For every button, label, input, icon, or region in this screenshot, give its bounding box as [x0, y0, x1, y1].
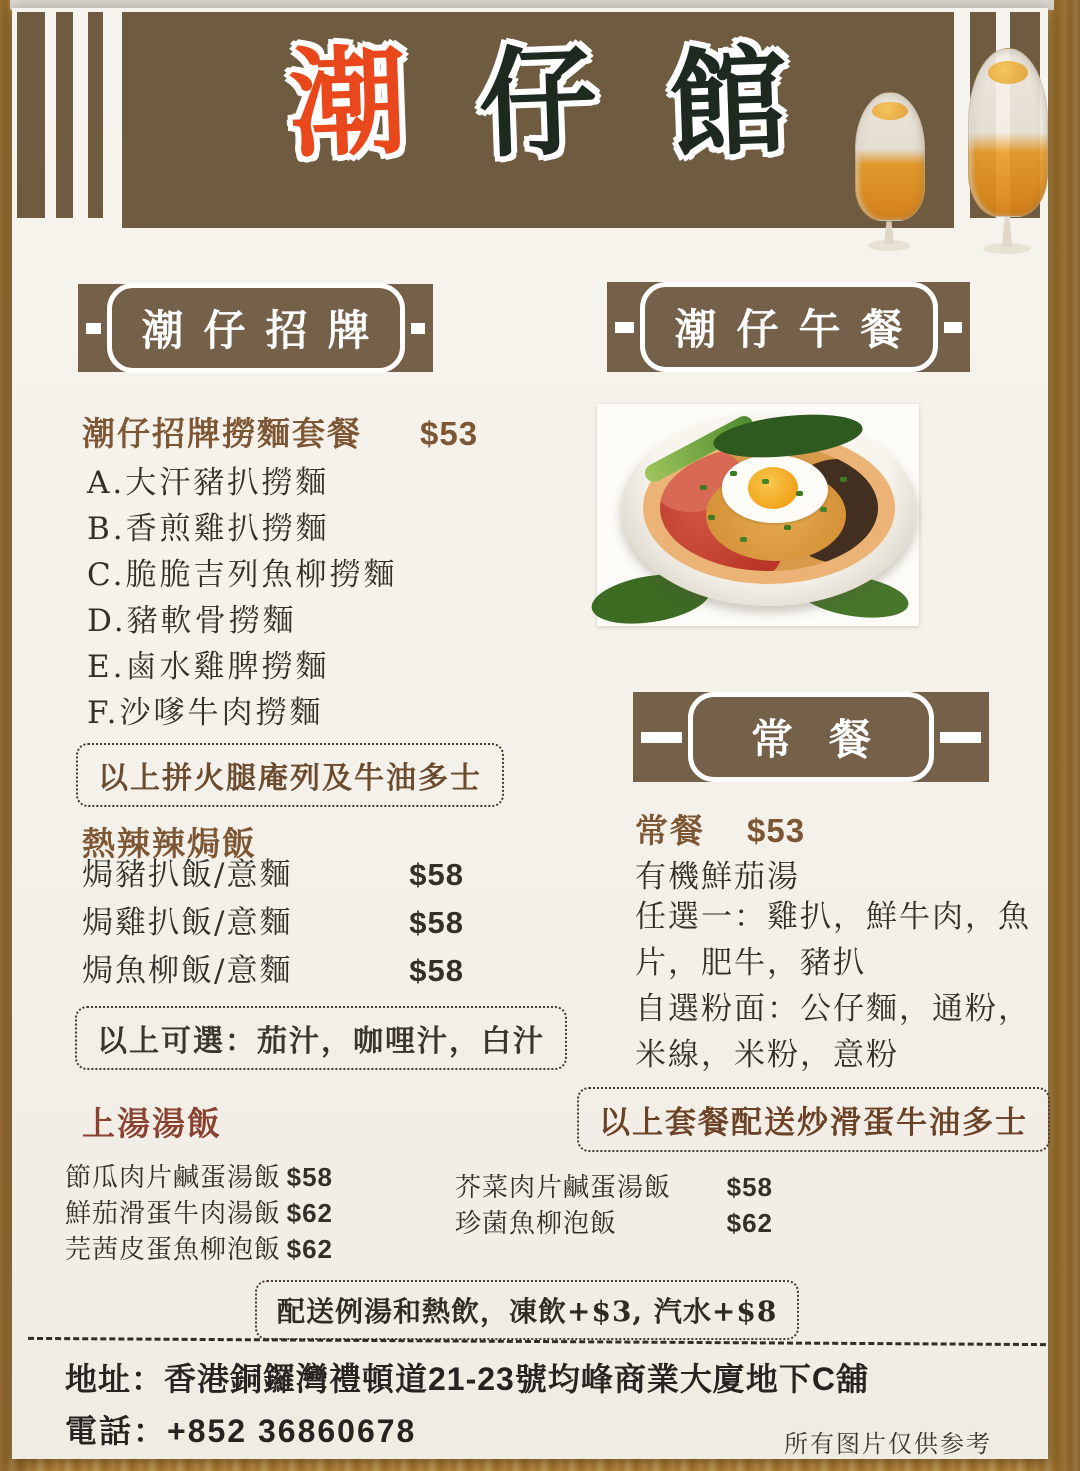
section-badge-signature [78, 284, 433, 372]
badge-line [944, 322, 963, 333]
dish-price: $62 [726, 1208, 773, 1238]
list-item: B.香煎雞扒撈麵 [87, 511, 330, 547]
drink-glass-cup [968, 48, 1048, 217]
badge-line [411, 323, 426, 334]
noodle-options-list [87, 460, 397, 736]
table-row [455, 1206, 773, 1242]
table-row [65, 1196, 333, 1232]
dish-price: $58 [726, 1172, 773, 1202]
restaurant-name-char: 潮 [286, 30, 410, 175]
detail-line: 米線，米粉，意粉 [635, 1037, 899, 1073]
soup-rice-right-list [455, 1170, 773, 1242]
badge-line [641, 732, 682, 743]
note-drinks-surcharge: 配送例湯和熱飲，凍飲+$3, 汽水+$8 [255, 1280, 799, 1340]
dish-name: 焗雞扒飯/意麵 [82, 905, 293, 941]
dish-price: $58 [409, 953, 464, 988]
banner-stripe [88, 12, 103, 218]
regular-meal-row [635, 805, 805, 852]
section-badge-lunch [607, 282, 970, 372]
dish-name: 芫茜皮蛋魚柳泡飯 [65, 1235, 282, 1265]
soup-rice-left-list [65, 1160, 333, 1268]
detail-line: 任選一：雞扒，鮮牛肉，魚 [635, 899, 1031, 935]
dish-name: 焗豬扒飯/意麵 [82, 857, 293, 893]
dish-price: $58 [409, 905, 464, 940]
dish-price: $58 [409, 857, 464, 892]
table-row [82, 947, 464, 995]
menu-paper [12, 8, 1048, 1459]
badge-label: 潮仔午餐 [640, 282, 938, 372]
detail-line: 自選粉面：公仔麵，通粉， [635, 991, 1031, 1027]
restaurant-name-char: 館 [666, 30, 790, 175]
dish-price: $53 [420, 415, 479, 452]
soup-rice-heading: 上湯湯飯 [82, 1104, 222, 1143]
claypot-rice-photo [597, 404, 919, 626]
badge-label: 潮仔招牌 [107, 283, 405, 373]
list-item: C.脆脆吉列魚柳撈麵 [87, 557, 398, 593]
fried-egg [722, 455, 828, 523]
dish-name: 常餐 [635, 811, 705, 850]
list-item: A.大汗豬扒撈麵 [87, 465, 330, 501]
restaurant-name-block [122, 12, 954, 228]
claypot-bowl [621, 414, 917, 606]
badge-line [615, 322, 634, 333]
regular-meal-soup: 有機鮮茄湯 [635, 859, 800, 895]
banner-stripe [56, 12, 73, 218]
baked-rice-heading: 熱辣辣焗飯 [82, 824, 257, 863]
banner-stripe [17, 12, 45, 218]
dish-name: 節瓜肉片鹹蛋湯飯 [65, 1163, 282, 1193]
section-badge-regular [633, 692, 989, 782]
drink-glass-tall [968, 48, 1046, 274]
dish-name: 芥菜肉片鹹蛋湯飯 [455, 1173, 672, 1203]
drink-garnish [988, 61, 1029, 84]
drink-glass-stem [884, 221, 894, 243]
photo-disclaimer: 所有图片仅供参考 [784, 1430, 992, 1458]
scallion-bits [700, 485, 707, 490]
badge-line [86, 323, 101, 334]
drink-glass-stem [1002, 217, 1012, 246]
dish-price: $62 [286, 1234, 333, 1264]
phone-line: 電話：+852 36860678 [65, 1413, 417, 1449]
list-item: F.沙嗲牛肉撈麵 [87, 695, 324, 731]
dish-name: 潮仔招牌撈麵套餐 [82, 414, 362, 453]
badge-line [940, 732, 981, 743]
drink-glass-small [855, 92, 923, 264]
dish-name: 焗魚柳飯/意麵 [82, 953, 293, 989]
dish-price: $53 [747, 812, 806, 849]
address-line: 地址：香港銅鑼灣禮頓道21-23號均峰商業大廈地下C舖 [65, 1361, 869, 1397]
table-row [82, 851, 464, 899]
drink-garnish [872, 102, 907, 120]
dish-name: 鮮茄滑蛋牛肉湯飯 [65, 1199, 282, 1229]
regular-meal-details [635, 894, 1031, 1078]
table-row [455, 1170, 773, 1206]
note-combo-toast: 以上拼火腿庵列及牛油多士 [76, 743, 504, 807]
badge-label: 常餐 [688, 692, 934, 782]
table-row [82, 899, 464, 947]
restaurant-name-char: 仔 [476, 30, 600, 175]
egg-yolk [748, 467, 798, 509]
note-regular-toast: 以上套餐配送炒滑蛋牛油多士 [577, 1087, 1050, 1152]
table-row [65, 1160, 333, 1196]
signature-combo-row [82, 408, 478, 455]
table-row [65, 1232, 333, 1268]
note-sauce-options: 以上可選：茄汁，咖哩汁，白汁 [75, 1006, 567, 1070]
dish-name: 珍菌魚柳泡飯 [455, 1209, 618, 1239]
baked-rice-list [82, 851, 464, 995]
dish-price: $62 [286, 1198, 333, 1228]
detail-line: 片，肥牛，豬扒 [635, 945, 866, 981]
list-item: E.鹵水雞脾撈麵 [87, 649, 330, 685]
dish-price: $58 [286, 1162, 333, 1192]
drink-glass-cup [855, 92, 925, 221]
list-item: D.豬軟骨撈麵 [87, 603, 297, 639]
claypot-contents [660, 445, 878, 571]
